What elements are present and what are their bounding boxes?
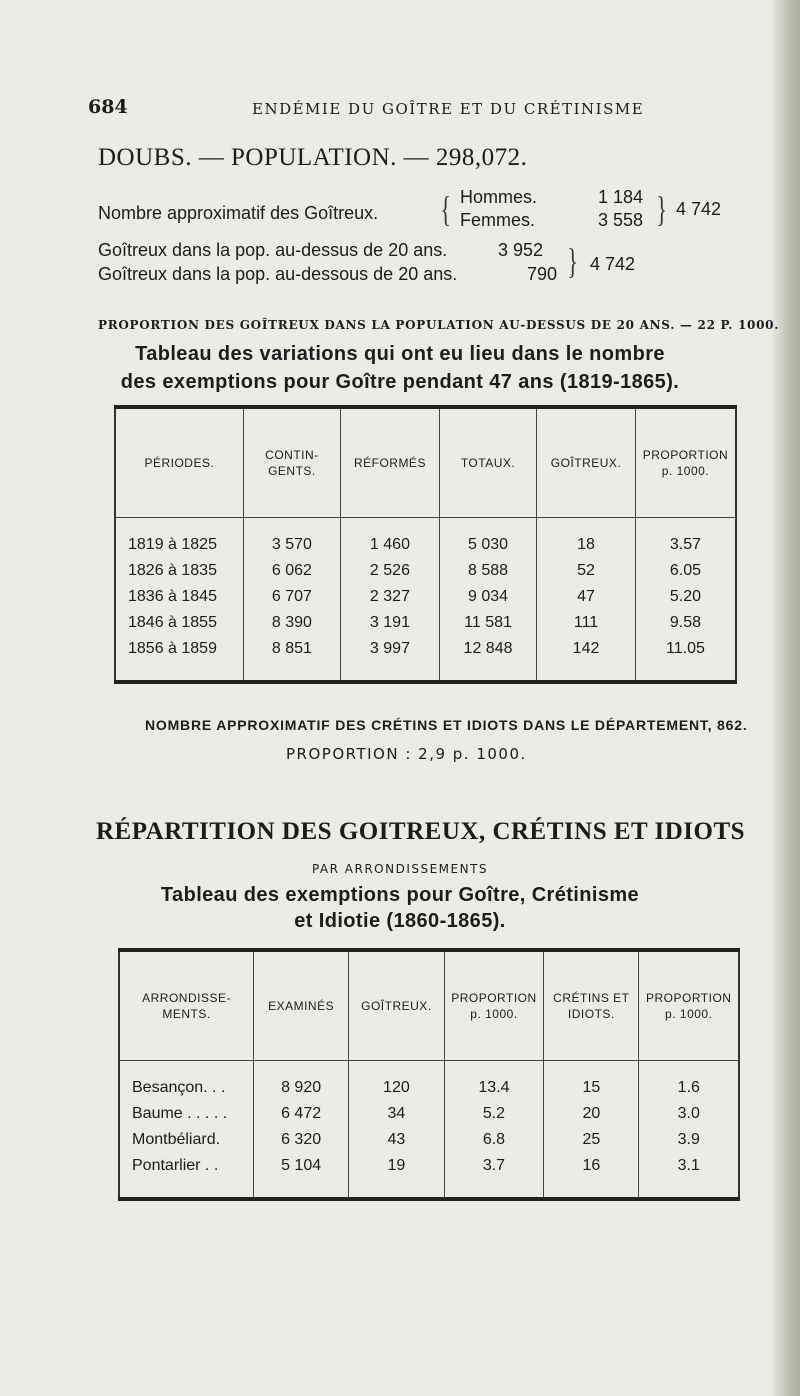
period-cell: 1826 à 1835 — [128, 562, 217, 579]
arrondissement-cell: Montbéliard. — [132, 1131, 221, 1148]
proportion-cell: 6.05 — [635, 558, 736, 584]
age-total: 4 742 — [590, 254, 636, 274]
col-header-arrondissements: ARRONDISSE-MENTS. — [119, 950, 254, 1061]
table-row — [115, 558, 736, 584]
goitreux-total: 4 742 — [676, 199, 722, 219]
arrondissement-cell: Pontarlier . . — [132, 1157, 219, 1174]
contingents-cell: 6 707 — [243, 584, 340, 610]
col-header-contingents: CONTIN-GENTS. — [243, 407, 340, 518]
reformes-cell: 2 526 — [341, 558, 440, 584]
proportion-cell: 6.8 — [444, 1127, 543, 1153]
right-brace: } — [656, 189, 667, 229]
col-header-reformes: RÉFORMÉS — [341, 407, 440, 518]
totaux-cell: 8 588 — [439, 558, 536, 584]
left-brace: { — [440, 189, 451, 229]
goitreux-count-label: Nombre approximatif des Goîtreux. — [98, 203, 379, 223]
examines-cell: 5 104 — [254, 1153, 349, 1199]
period-cell: 1819 à 1825 — [128, 536, 217, 553]
cretins-cell: 25 — [544, 1127, 639, 1153]
cretins-note: NOMBRE APPROXIMATIF DES CRÉTINS ET IDIOTS DANS LE DÉPARTEMENT, 862. — [145, 717, 748, 733]
goitreux-cell: 52 — [537, 558, 636, 584]
table-header-row — [119, 950, 739, 1061]
contingents-cell: 8 851 — [243, 636, 340, 682]
page-number: 684 — [88, 96, 128, 118]
col-header-proportion: PROPORTION p. 1000. — [635, 407, 736, 518]
examines-cell: 6 472 — [254, 1101, 349, 1127]
table-row — [115, 518, 736, 559]
col-header-totaux: TOTAUX. — [439, 407, 536, 518]
table-row — [119, 1127, 739, 1153]
right-brace-2: } — [567, 241, 578, 281]
section-heading: RÉPARTITION DES GOITREUX, CRÉTINS ET IDIOTS — [96, 818, 746, 845]
col-header-goitreux: GOÎTREUX. — [537, 407, 636, 518]
over20-label: Goîtreux dans la pop. au-dessus de 20 ans. — [98, 240, 448, 260]
proportion-cell: 13.4 — [444, 1061, 543, 1102]
table-row — [119, 1101, 739, 1127]
proportion-cell: 3.0 — [639, 1101, 739, 1127]
exemptions-variation-table — [114, 405, 737, 684]
proportion-cell: 5.20 — [635, 584, 736, 610]
col-header-examines: EXAMINÉS — [254, 950, 349, 1061]
table2-title-line1: Tableau des exemptions pour Goître, Crétinisme — [160, 884, 640, 906]
table-row — [115, 636, 736, 682]
proportion-cell: 11.05 — [635, 636, 736, 682]
goitreux-cell: 43 — [349, 1127, 445, 1153]
contingents-cell: 3 570 — [243, 518, 340, 559]
examines-cell: 6 320 — [254, 1127, 349, 1153]
table-header-row — [115, 407, 736, 518]
period-cell: 1836 à 1845 — [128, 588, 217, 605]
arrondissement-cell: Besançon. . . — [132, 1079, 226, 1096]
goitreux-cell: 18 — [537, 518, 636, 559]
proportion-cell: 3.1 — [639, 1153, 739, 1199]
hommes-value: 1 184 — [598, 187, 644, 207]
col-header-proportion-goitreux: PROPORTION p. 1000. — [444, 950, 543, 1061]
over20-value: 3 952 — [498, 240, 544, 260]
totaux-cell: 12 848 — [439, 636, 536, 682]
col-header-goitreux: GOÎTREUX. — [349, 950, 445, 1061]
reformes-cell: 2 327 — [341, 584, 440, 610]
page-edge-shadow — [772, 0, 800, 1396]
goitreux-cell: 142 — [537, 636, 636, 682]
proportion-cell: 9.58 — [635, 610, 736, 636]
femmes-value: 3 558 — [598, 210, 644, 230]
goitreux-cell: 111 — [537, 610, 636, 636]
contingents-cell: 8 390 — [243, 610, 340, 636]
examines-cell: 8 920 — [254, 1061, 349, 1102]
table-row — [119, 1153, 739, 1199]
table1-title-line2: des exemptions pour Goître pendant 47 ans (1819-1865). — [120, 371, 680, 393]
proportion-cell: 3.9 — [639, 1127, 739, 1153]
femmes-label: Femmes. — [460, 210, 536, 230]
proportion-cell: 5.2 — [444, 1101, 543, 1127]
table-row — [115, 584, 736, 610]
cretins-cell: 16 — [544, 1153, 639, 1199]
goitreux-cell: 34 — [349, 1101, 445, 1127]
totaux-cell: 9 034 — [439, 584, 536, 610]
col-header-periodes: PÉRIODES. — [115, 407, 243, 518]
table-row — [119, 1061, 739, 1102]
cretins-cell: 20 — [544, 1101, 639, 1127]
col-header-proportion-cretins: PROPORTION p. 1000. — [639, 950, 739, 1061]
proportion-cell: 3.7 — [444, 1153, 543, 1199]
reformes-cell: 3 191 — [341, 610, 440, 636]
table-row — [115, 610, 736, 636]
section-subheading: PAR ARRONDISSEMENTS — [311, 862, 489, 876]
proportion-cell: 1.6 — [639, 1061, 739, 1102]
cretins-proportion: PROPORTION : 2,9 p. 1000. — [286, 745, 527, 763]
arrondissement-cell: Baume . . . . . — [132, 1105, 228, 1122]
col-header-cretins-idiots: CRÉTINS ET IDIOTS. — [544, 950, 639, 1061]
reformes-cell: 3 997 — [341, 636, 440, 682]
goitreux-cell: 19 — [349, 1153, 445, 1199]
arrondissements-table — [118, 948, 740, 1201]
cretins-cell: 15 — [544, 1061, 639, 1102]
population-heading: DOUBS. — POPULATION. — 298,072. — [98, 144, 528, 171]
reformes-cell: 1 460 — [341, 518, 440, 559]
running-title: ENDÉMIE DU GOÎTRE ET DU CRÉTINISME — [252, 100, 645, 118]
hommes-label: Hommes. — [460, 187, 538, 207]
under20-value: 790 — [527, 264, 558, 284]
totaux-cell: 5 030 — [439, 518, 536, 559]
period-cell: 1856 à 1859 — [128, 640, 217, 657]
goitreux-cell: 120 — [349, 1061, 445, 1102]
under20-label: Goîtreux dans la pop. au-dessous de 20 ans. — [98, 264, 458, 284]
totaux-cell: 11 581 — [439, 610, 536, 636]
goitreux-cell: 47 — [537, 584, 636, 610]
proportion-cell: 3.57 — [635, 518, 736, 559]
proportion-line: PROPORTION DES GOÎTREUX DANS LA POPULATION AU-DESSUS DE 20 ANS. — 22 P. 1000. — [98, 318, 780, 332]
table1-title-line1: Tableau des variations qui ont eu lieu dans le nombre — [135, 343, 665, 365]
period-cell: 1846 à 1855 — [128, 614, 217, 631]
table2-title-line2: et Idiotie (1860-1865). — [294, 910, 506, 932]
contingents-cell: 6 062 — [243, 558, 340, 584]
